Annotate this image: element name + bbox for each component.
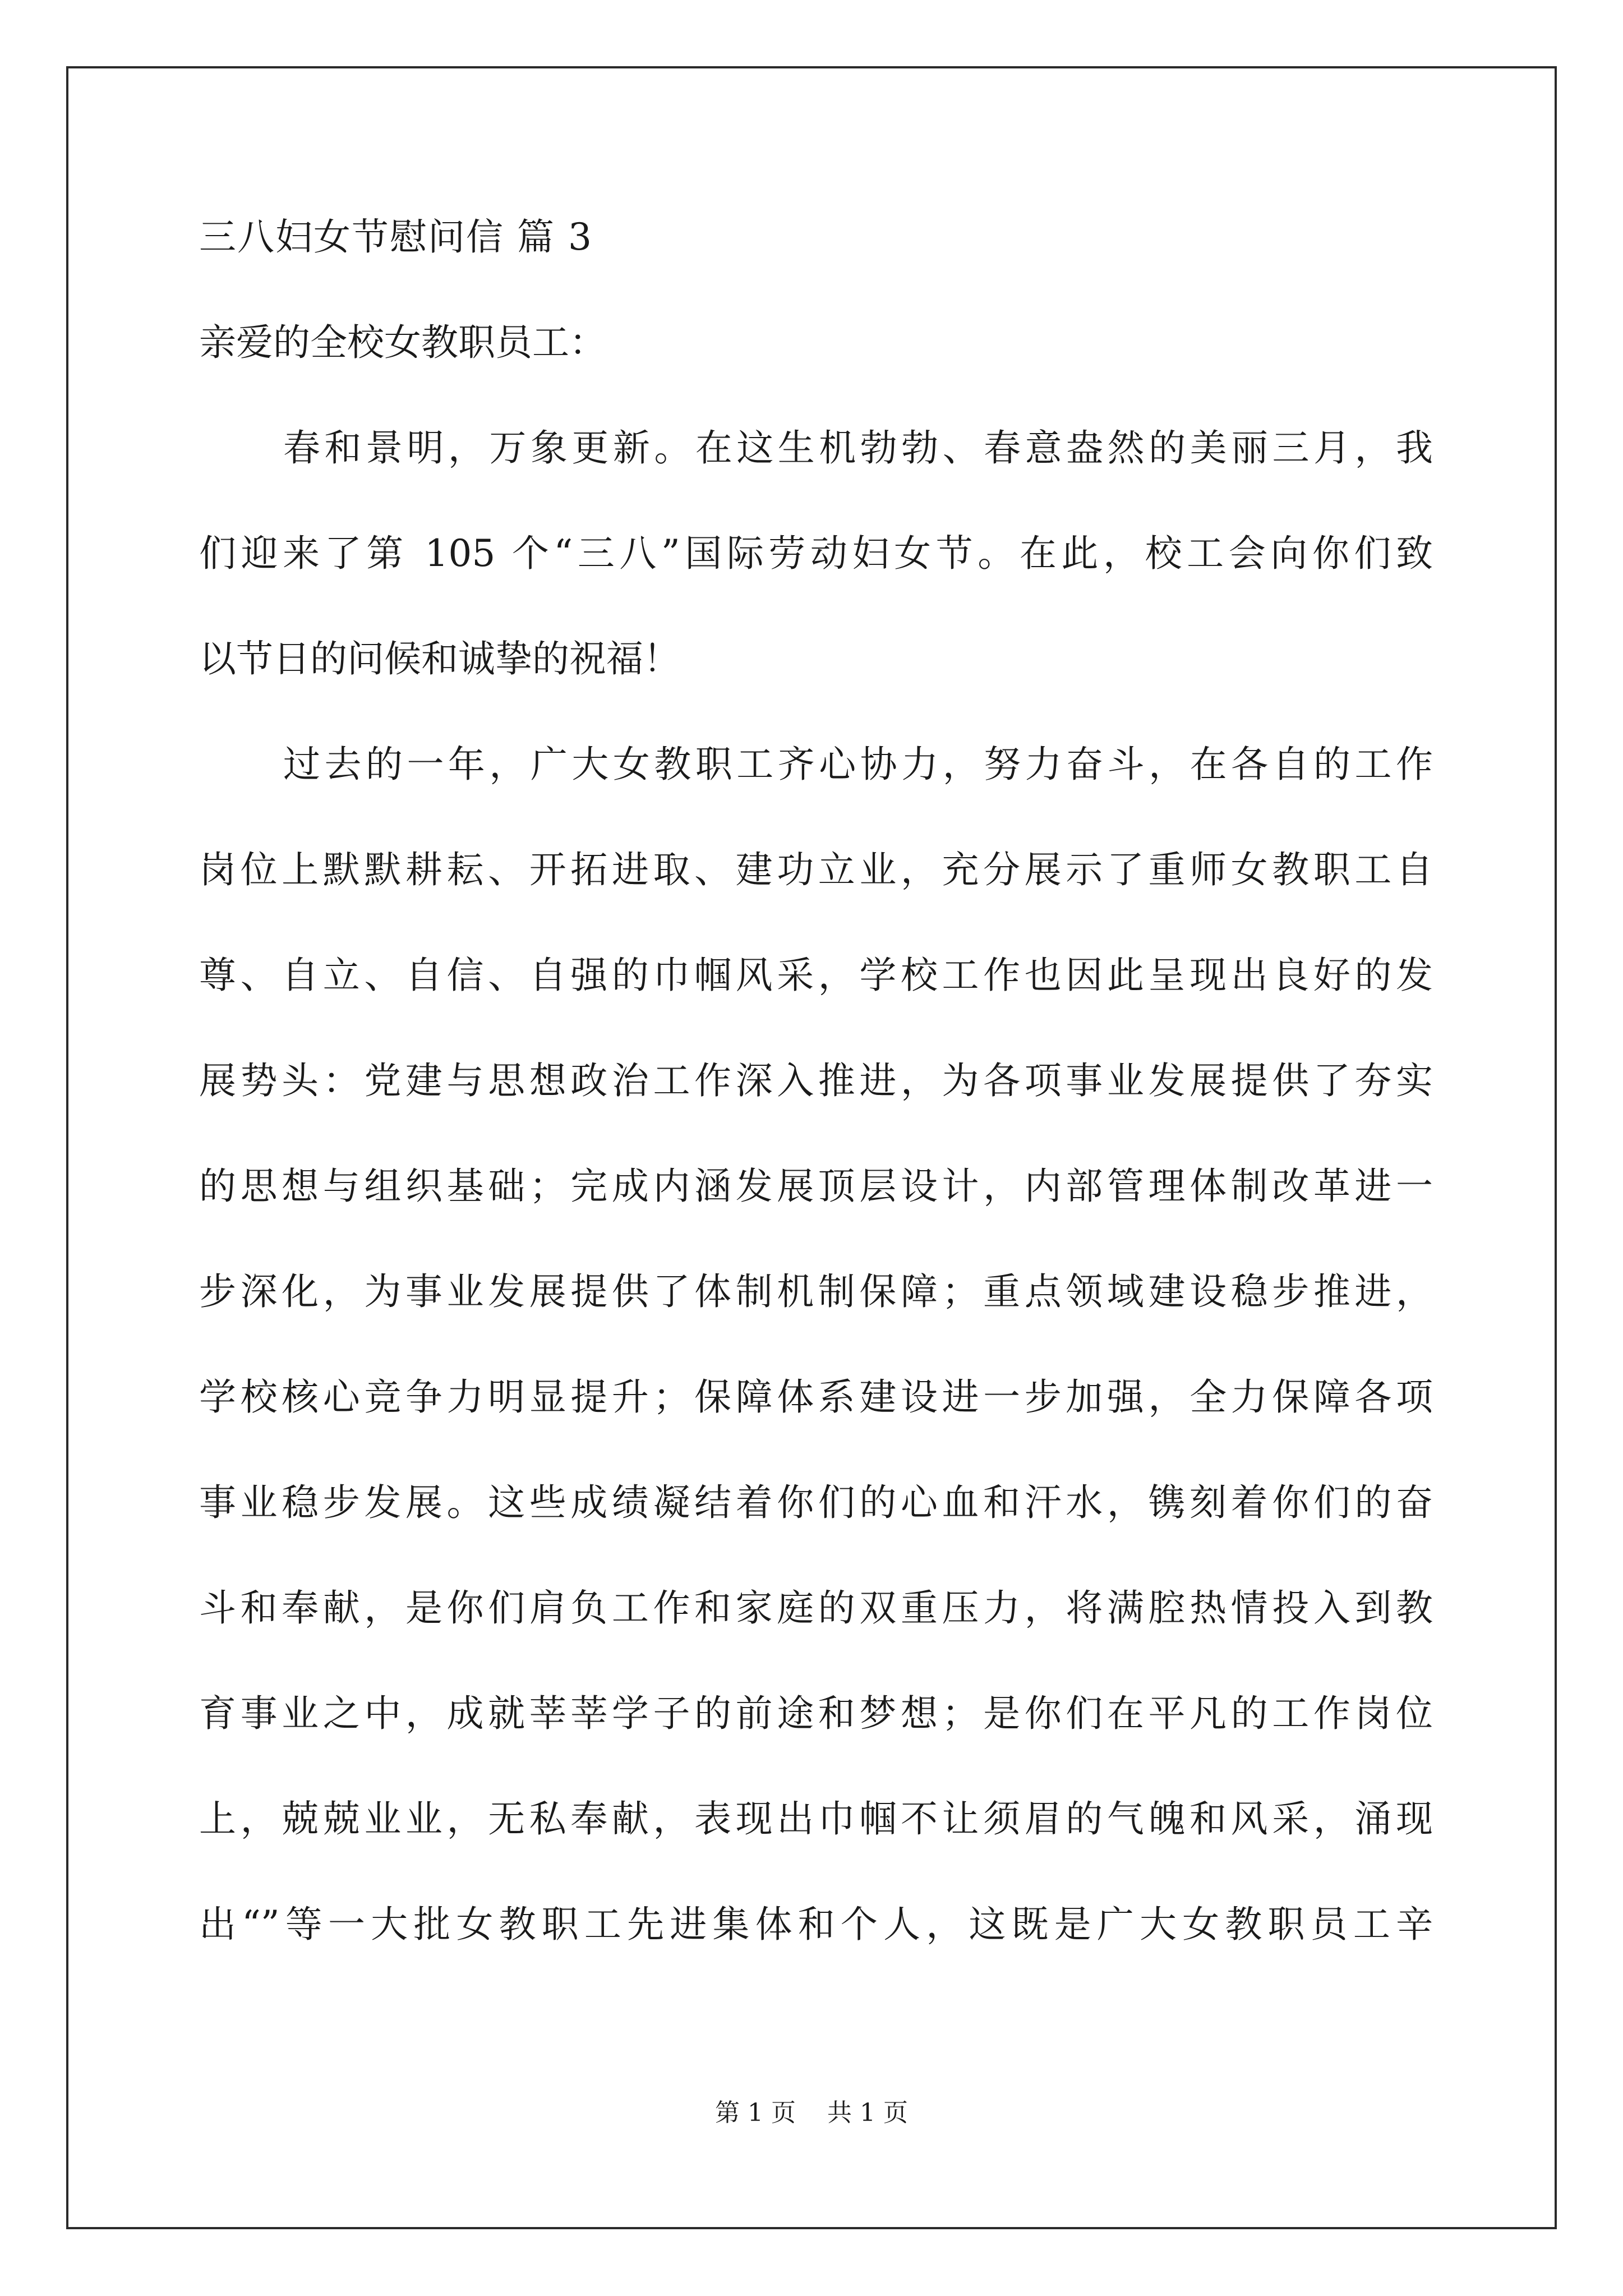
document-title: 三八妇女节慰问信 篇 3 [199,215,593,259]
paragraph-line: 出“”等一大批女教职工先进集体和个人，这既是广大女教职员工辛 [199,1903,1433,1946]
paragraph-line: 们迎来了第 105 个“三八”国际劳动妇女节。在此，校工会向你们致 [199,532,1433,575]
paragraph-line: 尊、自立、自信、自强的巾帼风采，学校工作也因此呈现出良好的发 [199,954,1433,997]
paragraph-2 [199,743,1433,1946]
paragraph-line: 步深化，为事业发展提供了体制机制保障；重点领域建设稳步推进， [199,1270,1433,1313]
paragraph-line: 岗位上默默耕耘、开拓进取、建功立业，充分展示了重师女教职工自 [199,848,1433,891]
document-body [199,215,1433,2012]
paragraph-line: 上，兢兢业业，无私奉献，表现出巾帼不让须眉的气魄和风采，涌现 [199,1797,1433,1841]
paragraph-line: 斗和奉献，是你们肩负工作和家庭的双重压力，将满腔热情投入到教 [199,1586,1433,1630]
paragraph-line: 以节日的问候和诚挚的祝福！ [199,637,680,680]
paragraph-1 [199,426,1433,680]
page-number-total: 共 1 页 [827,2099,908,2127]
paragraph-line: 学校核心竞争力明显提升；保障体系建设进一步加强，全力保障各项 [199,1375,1433,1419]
paragraph-line: 育事业之中，成就莘莘学子的前途和梦想；是你们在平凡的工作岗位 [199,1692,1433,1735]
paragraph-line: 事业稳步发展。这些成绩凝结着你们的心血和汗水，镌刻着你们的奋 [199,1481,1433,1524]
paragraph-line: 展势头：党建与思想政治工作深入推进，为各项事业发展提供了夯实 [199,1059,1433,1102]
paragraph-line: 过去的一年，广大女教职工齐心协力，努力奋斗，在各自的工作 [283,743,1433,786]
salutation: 亲爱的全校女教职员工： [199,321,606,364]
page-number-current: 第 1 页 [715,2099,796,2127]
paragraph-line: 春和景明，万象更新。在这生机勃勃、春意盎然的美丽三月，我 [283,426,1433,470]
page-footer [0,2101,1623,2125]
paragraph-line: 的思想与组织基础；完成内涵发展顶层设计，内部管理体制改革进一 [199,1165,1433,1208]
